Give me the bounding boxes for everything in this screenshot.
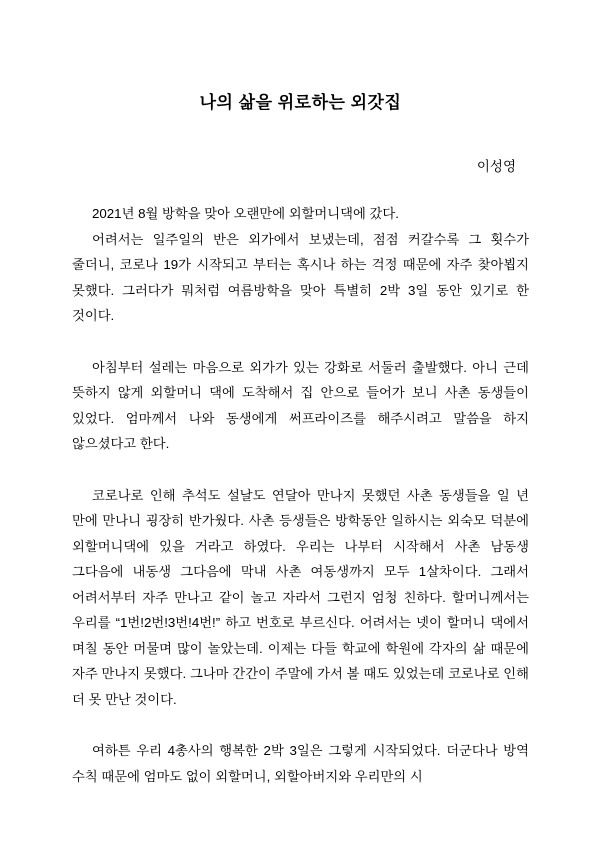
document-body bbox=[0, 201, 601, 789]
paragraph: 코로나로 인해 추석도 설날도 연달아 만나지 못했던 사촌 동생들을 일 년 만에 만나니 굉장히 반가웠다. 사촌 등생들은 방학동안 일하시는 외숙모 덕분에 외할머니댁에 있을 거라고 하였다. 우리는 나부터 시작해서 사촌 남동생 그다음에 내동생 그다음에 막내 사촌 여동생까지 모두 1살차이다. 그래서 어려서부터 자주 만나고 같이 놀고 자라서 그런지 엄청 친하다. 할머니께서는 우리를 “1번!2번!3번!4번!” 하고 번호로 부르신다. 어려서는 넷이 할머니 댁에서 며칠 동안 머물며 많이 놀았는데. 이제는 다들 학교에 학원에 각자의 삶 때문에 자주 만나지 못했다. 그나마 간간이 주말에 가서 볼 때도 있었는데 코로나로 인해 더 못 만난 것이다. bbox=[72, 487, 529, 707]
paragraph: 어려서는 일주일의 반은 외가에서 보냈는데, 점점 커갈수록 그 횟수가 줄더니, 코로나 19가 시작되고 부터는 혹시나 하는 걱정 때문에 자주 찾아뵙지 못했다. 그러다가 뭐처럼 여름방학을 맞아 특별히 2박 3일 동안 있기로 한 것이다. bbox=[72, 231, 529, 324]
author-name: 이성영 bbox=[476, 159, 516, 174]
paragraph-spacer bbox=[72, 343, 529, 355]
paragraph: 여하튼 우리 4총사의 행복한 2박 3일은 그렇게 시작되었다. 더군다나 방역 수칙 때문에 엄마도 없이 외할머니, 외할아버지와 우리만의 시 bbox=[72, 743, 529, 784]
paragraph-spacer bbox=[72, 471, 529, 483]
page-title: 나의 삶을 위로하는 외갓집 bbox=[199, 93, 402, 112]
paragraph-spacer bbox=[72, 726, 529, 738]
paragraph: 아침부터 설레는 마음으로 외가가 있는 강화로 서둘러 출발했다. 아니 근데 뜻하지 않게 외할머니 댁에 도착해서 집 안으로 들어가 보니 사촌 동생들이 있었다. 엄마께서 나와 동생에게 써프라이즈를 해주시려고 말씀을 하지 않으셨다고 한다. bbox=[72, 359, 529, 452]
paragraph: 2021년 8월 방학을 맞아 오랜만에 외할머니댁에 갔다. bbox=[92, 206, 399, 221]
